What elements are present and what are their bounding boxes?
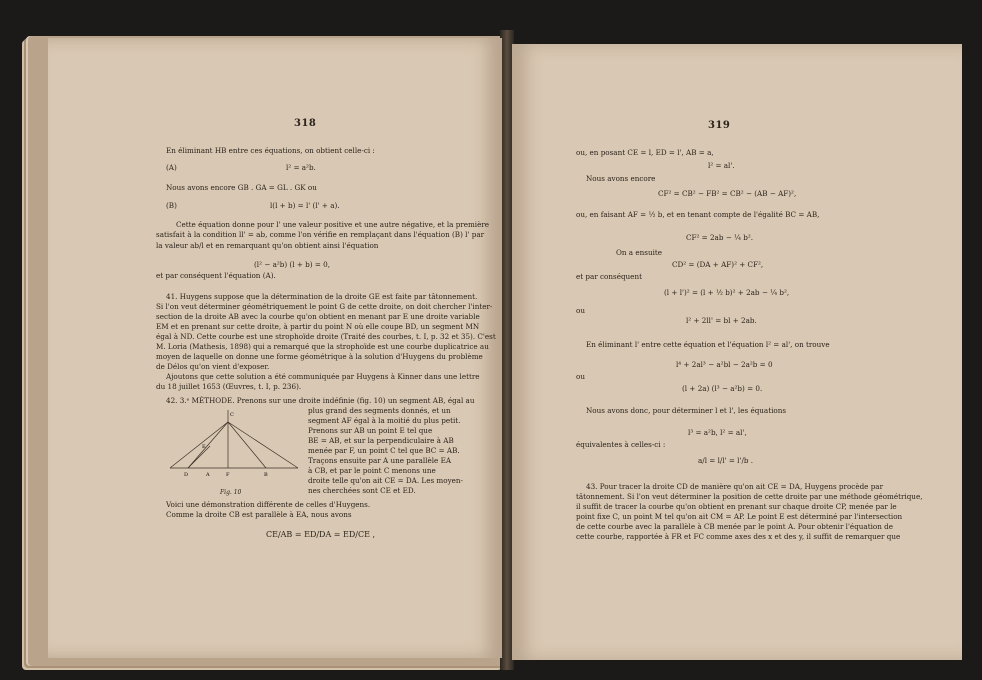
page-number: 319 — [708, 120, 731, 131]
text-line: de cette courbe avec la parallèle à CB menée par le point A. Pour obtenir l'équation de — [576, 522, 893, 531]
section-41-line: 41. Huygens suppose que la détermination de la droite GE est faite par tâtonnement. — [166, 292, 478, 301]
equation: CE/AB = ED/DA = ED/CE , — [266, 530, 376, 539]
text-line: ou, en posant CE = l, ED = l', AB = a, — [576, 148, 714, 157]
section-43-line: 43. Pour tracer la droite CD de manière qu'on ait CE = DA, Huygens procède par — [586, 482, 884, 491]
text-line: nes cherchées sont CE et ED. — [308, 486, 416, 495]
right-page — [512, 44, 962, 660]
page-number: 318 — [294, 118, 317, 129]
figure-label-e: E — [202, 444, 206, 450]
text-line: menée par F, un point C tel que BC = AB. — [308, 446, 460, 455]
figure-label-a: A — [206, 472, 210, 478]
text-line: Comme la droite CB est parallèle à EA, nous avons — [166, 510, 352, 519]
section-42-line: 42. 3.ᵉ MÉTHODE. Prenons sur une droite indéfinie (fig. 10) un segment AB, égal au — [166, 396, 475, 405]
text-line: Si l'on veut déterminer géométriquement le point G de cette droite, on doit chercher l'inter- — [156, 302, 493, 311]
equation: l² = al'. — [708, 161, 735, 170]
text-line: et par conséquent — [576, 272, 642, 281]
text-line: ou — [576, 372, 585, 381]
figure-label-c: C — [230, 412, 234, 418]
equation: CD² = (DA + AF)² + CF², — [672, 260, 764, 269]
text-line: à CB, et par le point C menons une — [308, 466, 436, 475]
text-line: la valeur ab/l et en remarquant qu'on obtient ainsi l'équation — [156, 241, 379, 250]
text-line: En éliminant HB entre ces équations, on obtient celle-ci : — [166, 146, 375, 155]
text-line: point fixe C, un point M tel qu'on ait CM = AP. Le point E est déterminé par l'intersection — [576, 512, 903, 521]
text-line: Prenons sur AB un point E tel que — [308, 426, 433, 435]
equation-label: (B) — [166, 201, 177, 210]
figure-caption: Fig. 10 — [220, 489, 242, 496]
equation: l(l + b) = l' (l' + a). — [270, 201, 340, 210]
text-line: moyen de laquelle on donne une forme géométrique à la solution d'Huygens du problème — [156, 352, 483, 361]
text-line: de Délos qu'on vient d'exposer. — [156, 362, 270, 371]
text-line: tâtonnement. Si l'on veut déterminer la position de cette droite par une méthode géométrique, — [576, 492, 923, 501]
text-line: ou — [576, 306, 585, 315]
text-line: En éliminant l' entre cette équation et l'équation l² = al', on trouve — [586, 340, 830, 349]
equation: CF² = 2ab − ¼ b². — [686, 233, 754, 242]
figure-10-diagram — [166, 406, 302, 486]
figure-label-b: B — [264, 472, 268, 478]
equation: l³ = a²b, l² = al', — [688, 428, 747, 437]
text-line: ou, en faisant AF = ½ b, et en tenant compte de l'égalité BC = AB, — [576, 210, 820, 219]
text-line: Nous avons encore GB . GA = GL . GK ou — [166, 183, 317, 192]
figure-label-d: D — [184, 472, 189, 478]
text-line: égal à ND. Cette courbe est une strophoïde droite (Traité des courbes, t. I, p. 32 et 35). C'est — [156, 332, 496, 341]
text-line: M. Loria (Mathesis, 1898) qui a remarqué que la strophoïde est une courbe duplicatrice au — [156, 342, 489, 351]
equation: CF² = CB² − FB² = CB² − (AB − AF)², — [658, 189, 797, 198]
text-line: Ajoutons que cette solution a été communiquée par Huygens à Kinner dans une lettre — [166, 372, 480, 381]
text-line: Cette équation donne pour l' une valeur positive et une autre négative, et la première — [176, 220, 490, 229]
text-line: EM et en prenant sur cette droite, à partir du point N où elle coupe BD, un segment MN — [156, 322, 480, 331]
text-line: Nous avons donc, pour déterminer l et l', les équations — [586, 406, 787, 415]
equation: (l + 2a) (l³ − a²b) = 0. — [682, 384, 763, 393]
text-line: cette courbe, rapportée à FR et FC comme axes des x et des y, il suffit de remarquer que — [576, 532, 901, 541]
left-page — [48, 38, 502, 658]
equation: l² = a²b. — [286, 163, 316, 172]
equation: a/l = l/l' = l'/b . — [698, 456, 754, 465]
text-line: droite telle qu'on ait CE = DA. Les moyen- — [308, 476, 463, 485]
text-line: On a ensuite — [616, 248, 663, 257]
figure-label-f: F — [226, 472, 230, 478]
text-line: Traçons ensuite par A une parallèle EA — [308, 456, 452, 465]
text-line: BE = AB, et sur la perpendiculaire à AB — [308, 436, 454, 445]
text-line: équivalentes à celles-ci : — [576, 440, 666, 449]
text-line: segment AF égal à la moitié du plus petit. — [308, 416, 461, 425]
text-line: Nous avons encore — [586, 174, 656, 183]
text-line: plus grand des segments donnés, et un — [308, 406, 451, 415]
text-line: du 18 juillet 1653 (Œuvres, t. I, p. 236). — [156, 382, 302, 391]
text-line: satisfait à la condition ll' = ab, comme l'on vérifie en remplaçant dans l'équation (B) l' par — [156, 230, 485, 239]
equation: l² + 2ll' = bl + 2ab. — [686, 316, 757, 325]
equation: (l² − a²b) (l + b) = 0, — [254, 260, 330, 269]
equation: (l + l')² = (l + ½ b)² + 2ab − ¼ b², — [664, 288, 790, 297]
text-line: section de la droite AB avec la courbe qu'on obtient en menant par E une droite variable — [156, 312, 480, 321]
equation: l⁴ + 2al³ − a²bl − 2a²b = 0 — [676, 360, 773, 369]
text-line: il suffit de tracer la courbe qu'on obtient en prenant sur chaque droite CP, menée par le — [576, 502, 897, 511]
text-line: Voici une démonstration différente de celles d'Huygens. — [166, 500, 371, 509]
equation-label: (A) — [166, 163, 177, 172]
text-line: et par conséquent l'équation (A). — [156, 271, 276, 280]
